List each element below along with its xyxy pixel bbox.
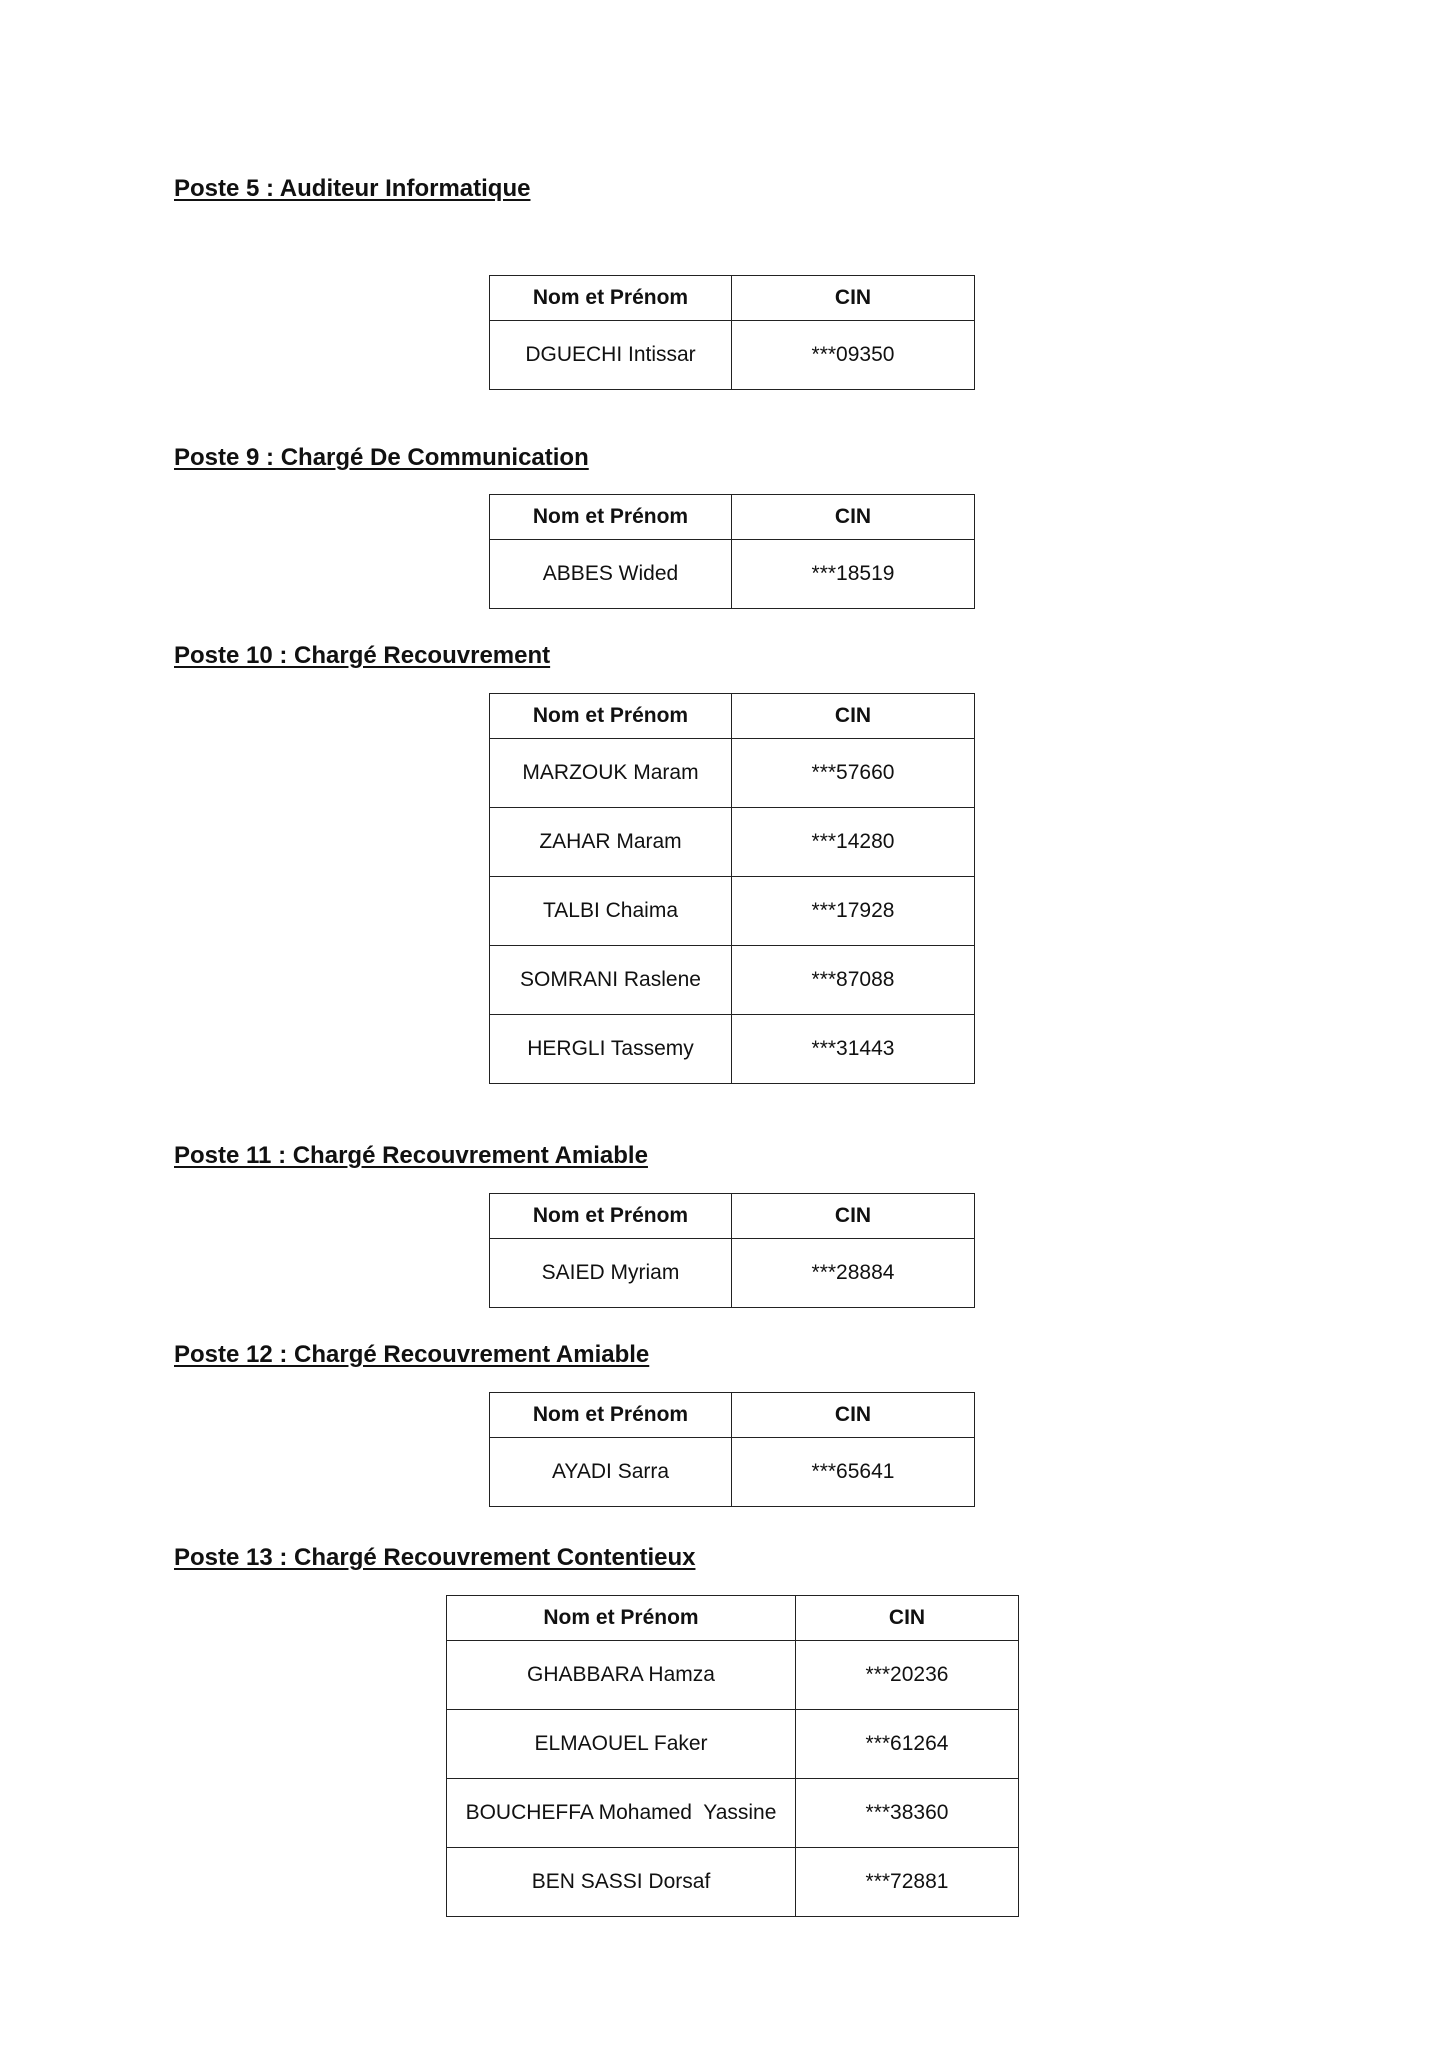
table-row	[490, 808, 975, 877]
cell-cin: ***57660	[732, 739, 975, 808]
cell-name: SOMRANI Raslene	[490, 946, 732, 1015]
section-heading-poste-9: Poste 9 : Chargé De Communication	[174, 444, 589, 471]
table-row	[490, 540, 975, 609]
table-row	[490, 877, 975, 946]
section-heading-poste-13: Poste 13 : Chargé Recouvrement Contentieux	[174, 1544, 696, 1571]
table-header-row	[490, 1393, 975, 1438]
cell-name: HERGLI Tassemy	[490, 1015, 732, 1084]
section-heading-poste-12: Poste 12 : Chargé Recouvrement Amiable	[174, 1341, 650, 1368]
cell-name: ELMAOUEL Faker	[447, 1710, 796, 1779]
cell-cin: ***09350	[732, 321, 975, 390]
cell-cin: ***38360	[796, 1779, 1019, 1848]
table-row	[490, 1438, 975, 1507]
cell-cin: ***87088	[732, 946, 975, 1015]
cell-cin: ***28884	[732, 1239, 975, 1308]
cell-name: MARZOUK Maram	[490, 739, 732, 808]
candidates-table-poste-5	[489, 275, 975, 390]
table-row	[447, 1641, 1019, 1710]
cell-cin: ***20236	[796, 1641, 1019, 1710]
column-header-cin: CIN	[732, 694, 975, 739]
table-row	[447, 1848, 1019, 1917]
column-header-name: Nom et Prénom	[490, 694, 732, 739]
candidates-table-poste-10	[489, 693, 975, 1084]
cell-name: SAIED Myriam	[490, 1239, 732, 1308]
candidates-table-poste-12	[489, 1392, 975, 1507]
table-row	[490, 739, 975, 808]
cell-name: GHABBARA Hamza	[447, 1641, 796, 1710]
cell-cin: ***31443	[732, 1015, 975, 1084]
cell-name: AYADI Sarra	[490, 1438, 732, 1507]
cell-cin: ***14280	[732, 808, 975, 877]
cell-name: ZAHAR Maram	[490, 808, 732, 877]
table-row	[490, 1015, 975, 1084]
cell-name: ABBES Wided	[490, 540, 732, 609]
table-header-row	[447, 1596, 1019, 1641]
column-header-name: Nom et Prénom	[490, 495, 732, 540]
candidates-table-poste-13	[446, 1595, 1019, 1917]
cell-name: BOUCHEFFA Mohamed Yassine	[447, 1779, 796, 1848]
column-header-name: Nom et Prénom	[490, 1194, 732, 1239]
table-header-row	[490, 276, 975, 321]
candidates-table-poste-11	[489, 1193, 975, 1308]
table-header-row	[490, 1194, 975, 1239]
column-header-cin: CIN	[732, 495, 975, 540]
table-row	[447, 1710, 1019, 1779]
section-heading-poste-10: Poste 10 : Chargé Recouvrement	[174, 642, 551, 669]
cell-name: BEN SASSI Dorsaf	[447, 1848, 796, 1917]
candidates-table-poste-9	[489, 494, 975, 609]
table-row	[490, 1239, 975, 1308]
cell-name: TALBI Chaima	[490, 877, 732, 946]
table-header-row	[490, 694, 975, 739]
section-heading-poste-5: Poste 5 : Auditeur Informatique	[174, 175, 531, 202]
column-header-cin: CIN	[732, 1194, 975, 1239]
column-header-name: Nom et Prénom	[490, 276, 732, 321]
cell-name: DGUECHI Intissar	[490, 321, 732, 390]
table-row	[490, 321, 975, 390]
cell-cin: ***72881	[796, 1848, 1019, 1917]
table-row	[490, 946, 975, 1015]
cell-cin: ***65641	[732, 1438, 975, 1507]
cell-cin: ***61264	[796, 1710, 1019, 1779]
cell-cin: ***18519	[732, 540, 975, 609]
table-row	[447, 1779, 1019, 1848]
column-header-cin: CIN	[732, 276, 975, 321]
column-header-name: Nom et Prénom	[490, 1393, 732, 1438]
column-header-cin: CIN	[796, 1596, 1019, 1641]
column-header-name: Nom et Prénom	[447, 1596, 796, 1641]
column-header-cin: CIN	[732, 1393, 975, 1438]
table-header-row	[490, 495, 975, 540]
cell-cin: ***17928	[732, 877, 975, 946]
section-heading-poste-11: Poste 11 : Chargé Recouvrement Amiable	[174, 1142, 648, 1169]
